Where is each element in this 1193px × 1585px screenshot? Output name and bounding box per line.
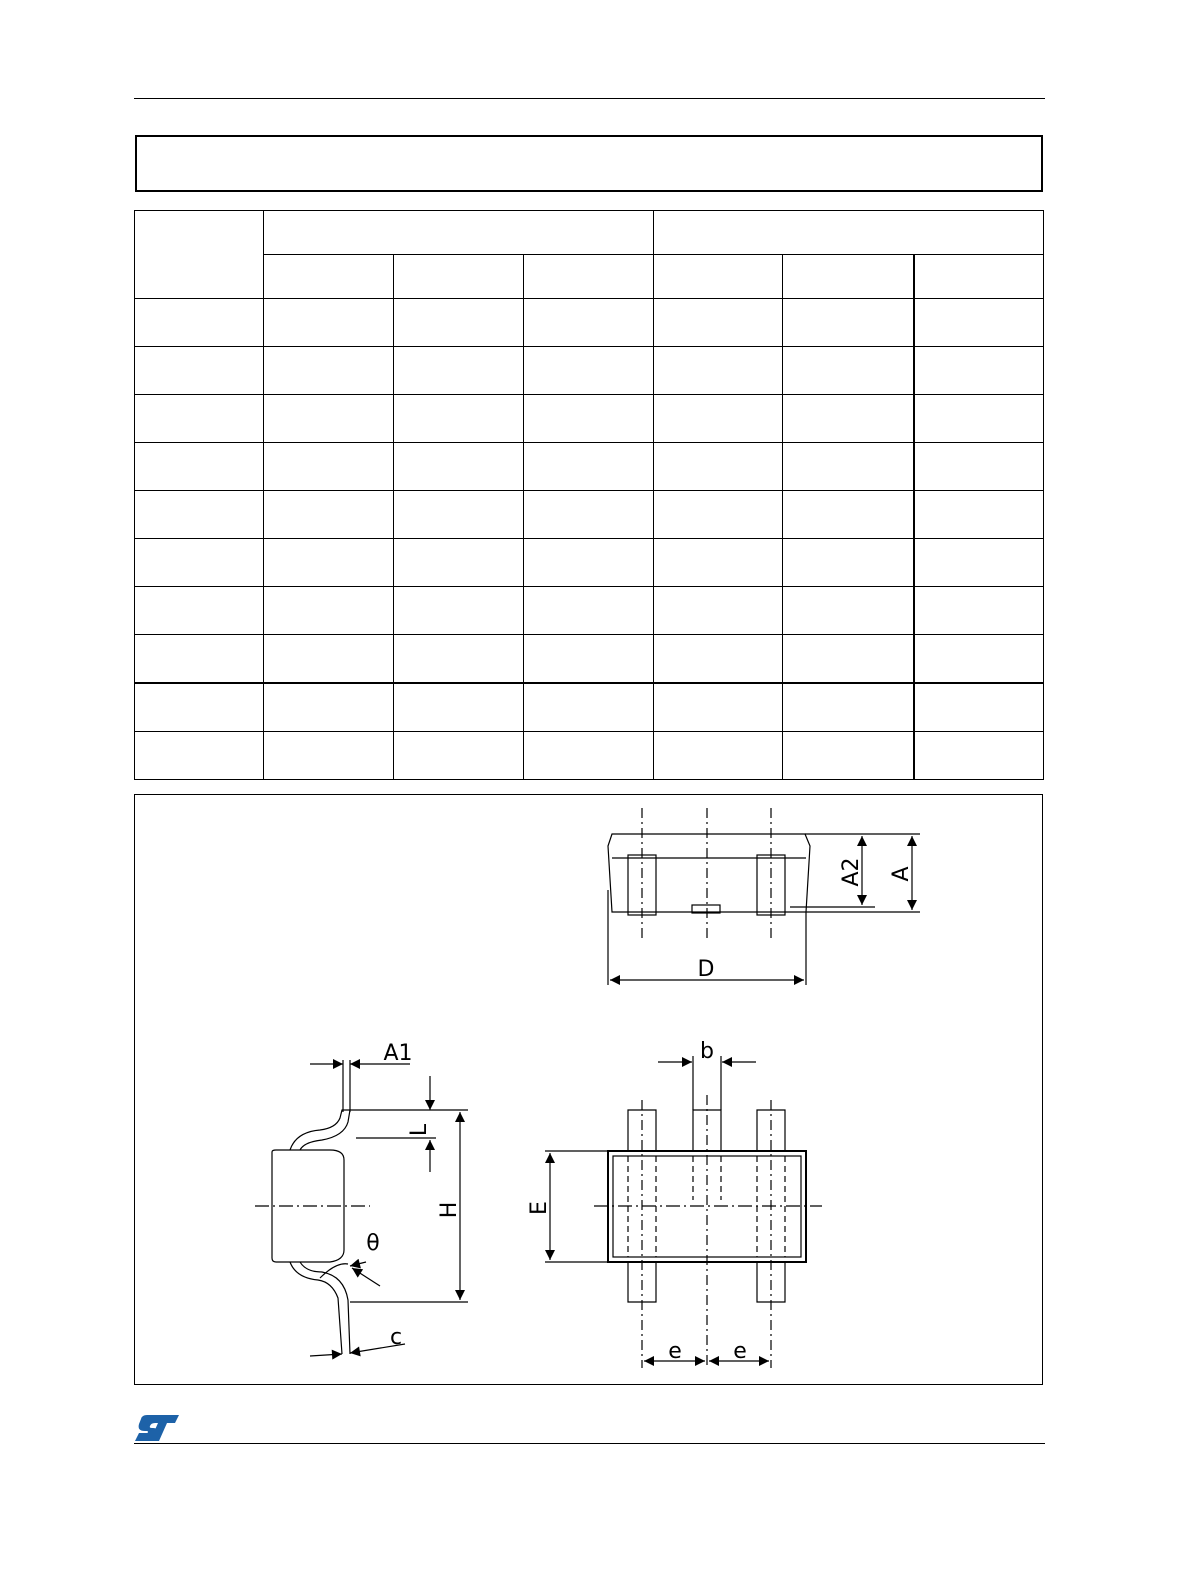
label-A: A — [889, 866, 914, 882]
label-b: b — [700, 1039, 714, 1064]
top-view — [545, 1056, 822, 1368]
label-H: H — [437, 1201, 462, 1219]
st-logo-icon — [133, 1413, 181, 1443]
side-view — [608, 808, 920, 985]
label-A1: A1 — [383, 1041, 413, 1066]
label-c: c — [389, 1325, 403, 1350]
label-e-right: e — [733, 1339, 747, 1364]
label-theta: θ — [366, 1231, 380, 1256]
label-E: E — [527, 1201, 552, 1215]
label-A2: A2 — [839, 857, 864, 887]
label-e-left: e — [668, 1339, 682, 1364]
label-D: D — [697, 957, 715, 982]
footer-rule — [134, 1443, 1045, 1444]
label-L: L — [407, 1123, 432, 1137]
